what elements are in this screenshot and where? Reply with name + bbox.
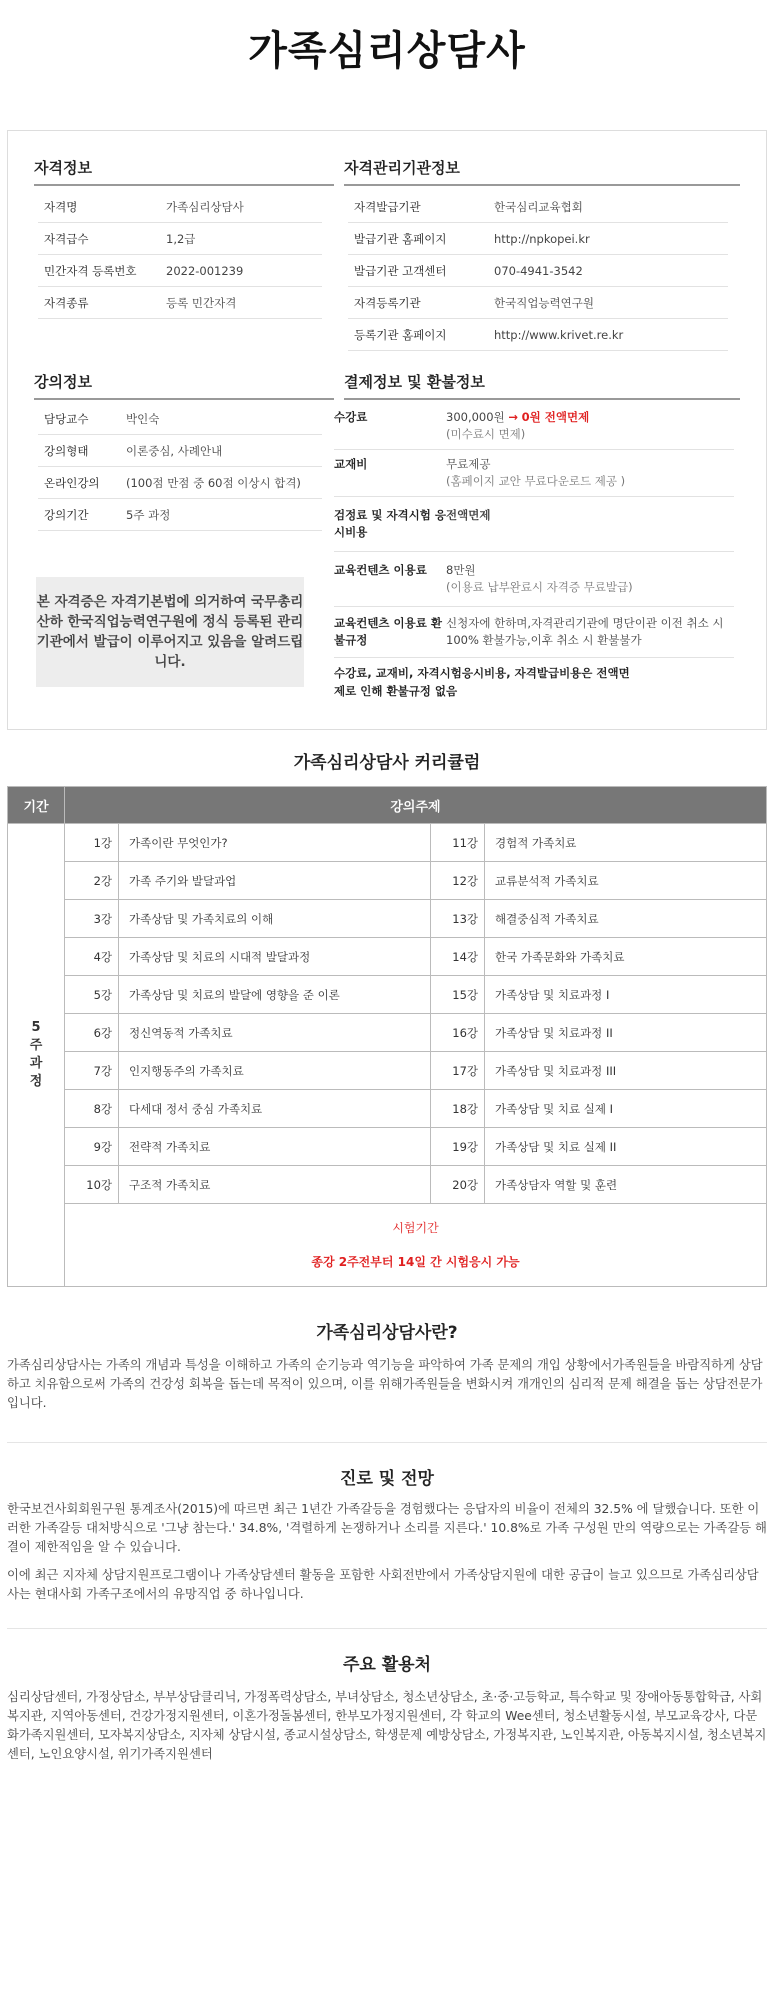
lecture-row: 강의형태 이론중심, 사례안내 [38, 435, 322, 467]
curriculum-title: 가족심리상담사 커리큘럼 [293, 753, 481, 773]
divider [7, 1442, 767, 1443]
table-row: 6강 정신역동적 가족치료 16강 가족상담 및 치료과정 II [8, 1014, 767, 1052]
career-text-2: 이에 최근 지자체 상담지원프로그램이나 가족상담센터 활동을 포함한 사회전반에서 가족상담지원에 대한 공급이 늘고 있으므로 가족심리상담사는 현대사회 가족구조에서의 유망직업 중 하나입니다. [7, 1568, 759, 1601]
org-row: 발급기관 홈페이지 http://npkopei.kr [348, 223, 728, 255]
qual-row: 자격급수 1,2급 [38, 223, 322, 255]
org-info-heading: 자격관리기관정보 [344, 157, 740, 186]
qual-info-heading: 자격정보 [34, 157, 334, 186]
page-title: 가족심리상담사 [248, 28, 526, 74]
refund-row: 교육컨텐츠 이용료 환불규정 신청자에 한하며,자격관리기관에 명단이관 이전 취소 시 100% 환불가능,이후 취소 시 환불불가 [334, 607, 734, 658]
content-fee-row: 교육컨텐츠 이용료 8만원 (이용료 납부완료시 자격증 무료발급) [334, 552, 734, 607]
exam-desc: 종강 2주전부터 14일 간 시험응시 가능 [311, 1255, 520, 1269]
registrar-homepage-link[interactable]: http://www.krivet.re.kr [494, 327, 624, 342]
period-cell: 5주 과정 [8, 824, 65, 1287]
table-row: 4강 가족상담 및 치료의 시대적 발달과정 14강 한국 가족문화와 가족치료 [8, 938, 767, 976]
org-row: 자격등록기관 한국직업능력연구원 [348, 287, 728, 319]
exam-fee-row: 검정료 및 자격시험 응시비용 전액면제 [334, 497, 734, 552]
table-row: 3강 가족상담 및 가족치료의 이해 13강 해결중심적 가족치료 [8, 900, 767, 938]
org-info-list [348, 191, 728, 351]
lecture-row: 담당교수 박인숙 [38, 403, 322, 435]
qual-row: 자격명 가족심리상담사 [38, 191, 322, 223]
career-title: 진로 및 전망 [340, 1469, 434, 1489]
col-period: 기간 [8, 787, 65, 824]
curriculum-table [7, 786, 767, 1287]
payment-heading: 결제정보 및 환불정보 [344, 371, 740, 400]
material-row: 교재비 무료제공 (홈페이지 교안 무료다운로드 제공 ) [334, 450, 734, 497]
divider [7, 1628, 767, 1629]
usage-text: 심리상담센터, 가정상담소, 부부상담클리닉, 가정폭력상담소, 부녀상담소, 청소년상담소, 초·중·고등학교, 특수학교 및 장애아동통합학급, 사회복지관, 지역아동센터, 건강가정지원센터, 이혼가정돌봄센터, 한부모가정지원센터, 각 학교의 Wee센터, 청소년활동시설, 부모교육강사, 다문화가족지원센터, 모자복지상담소, 지자체 상담시설, 종교시설상담소, 학생문제 예방상담소, 가정복지관, 노인복지관, 아동복지시설, 청소년복지센터, 노인요양시설, 위기가족지원센터 [7, 1690, 767, 1761]
org-row: 발급기관 고객센터 070-4941-3542 [348, 255, 728, 287]
table-row: 2강 가족 주기와 발달과업 12강 교류분석적 가족치료 [8, 862, 767, 900]
fee-row: 수강료 300,000원 → 0원 전액면제 (미수료시 면제) [334, 403, 734, 450]
lecture-info-heading: 강의정보 [34, 371, 334, 400]
qual-row: 자격종류 등록 민간자격 [38, 287, 322, 319]
exam-period-row [8, 1204, 767, 1287]
issuer-homepage-link[interactable]: http://npkopei.kr [494, 231, 590, 246]
org-row: 등록기관 홈페이지 http://www.krivet.re.kr [348, 319, 728, 351]
lecture-info-list [38, 403, 322, 531]
info-box [7, 130, 767, 730]
table-row: 5강 가족상담 및 치료의 발달에 영향을 준 이론 15강 가족상담 및 치료과정 I [8, 976, 767, 1014]
table-row: 8강 다세대 정서 중심 가족치료 18강 가족상담 및 치료 실제 I [8, 1090, 767, 1128]
lecture-row: 강의기간 5주 과정 [38, 499, 322, 531]
table-row: 9강 전략적 가족치료 19강 가족상담 및 치료 실제 II [8, 1128, 767, 1166]
org-row: 자격발급기관 한국심리교육협회 [348, 191, 728, 223]
table-row: 7강 인지행동주의 가족치료 17강 가족상담 및 치료과정 III [8, 1052, 767, 1090]
usage-title: 주요 활용처 [342, 1655, 432, 1675]
lecture-row: 온라인강의 (100점 만점 중 60점 이상시 합격) [38, 467, 322, 499]
career-text-1: 한국보건사회회원구원 통계조사(2015)에 따르면 최근 1년간 가족갈등을 경험했다는 응답자의 비율이 전체의 32.5% 에 달했습니다. 또한 이러한 가족갈등 대처방식으로 '그냥 참는다.' 34.8%, '격렬하게 논쟁하거나 소리를 지른다.' 10.8%로 가족 구성원 만의 역량으로는 가족갈등 해결이 제한적임을 알 수 있습니다. [7, 1502, 767, 1554]
exam-title: 시험기간 [392, 1221, 439, 1235]
payment-list [334, 403, 734, 706]
qual-info-list [38, 191, 322, 319]
about-title: 가족심리상담사란? [316, 1323, 458, 1343]
qual-row: 민간자격 등록번호 2022-001239 [38, 255, 322, 287]
certification-notice: 본 자격증은 자격기본법에 의거하여 국무총리산하 한국직업능력연구원에 정식 등록된 관리기관에서 발급이 이루어지고 있음을 알려드립니다. [36, 577, 304, 687]
about-text: 가족심리상담사는 가족의 개념과 특성을 이해하고 가족의 순기능과 역기능을 파악하여 가족 문제의 개입 상황에서가족원들을 바람직하게 상담하고 치유함으로써 가족의 건강성 회복을 돕는데 목적이 있으며, 이를 위해가족원들을 변화시켜 개개인의 심리적 문제 해결을 돕는 상담전문가 입니다. [7, 1358, 763, 1410]
table-row: 5주 과정 1강 가족이란 무엇인가? 11강 경험적 가족치료 [8, 824, 767, 862]
col-topic: 강의주제 [65, 787, 767, 824]
refund-footer: 수강료, 교재비, 자격시험응시비용, 자격발급비용은 전액면제로 인해 환불규정 없음 [334, 666, 630, 698]
table-row: 10강 구조적 가족치료 20강 가족상담자 역할 및 훈련 [8, 1166, 767, 1204]
